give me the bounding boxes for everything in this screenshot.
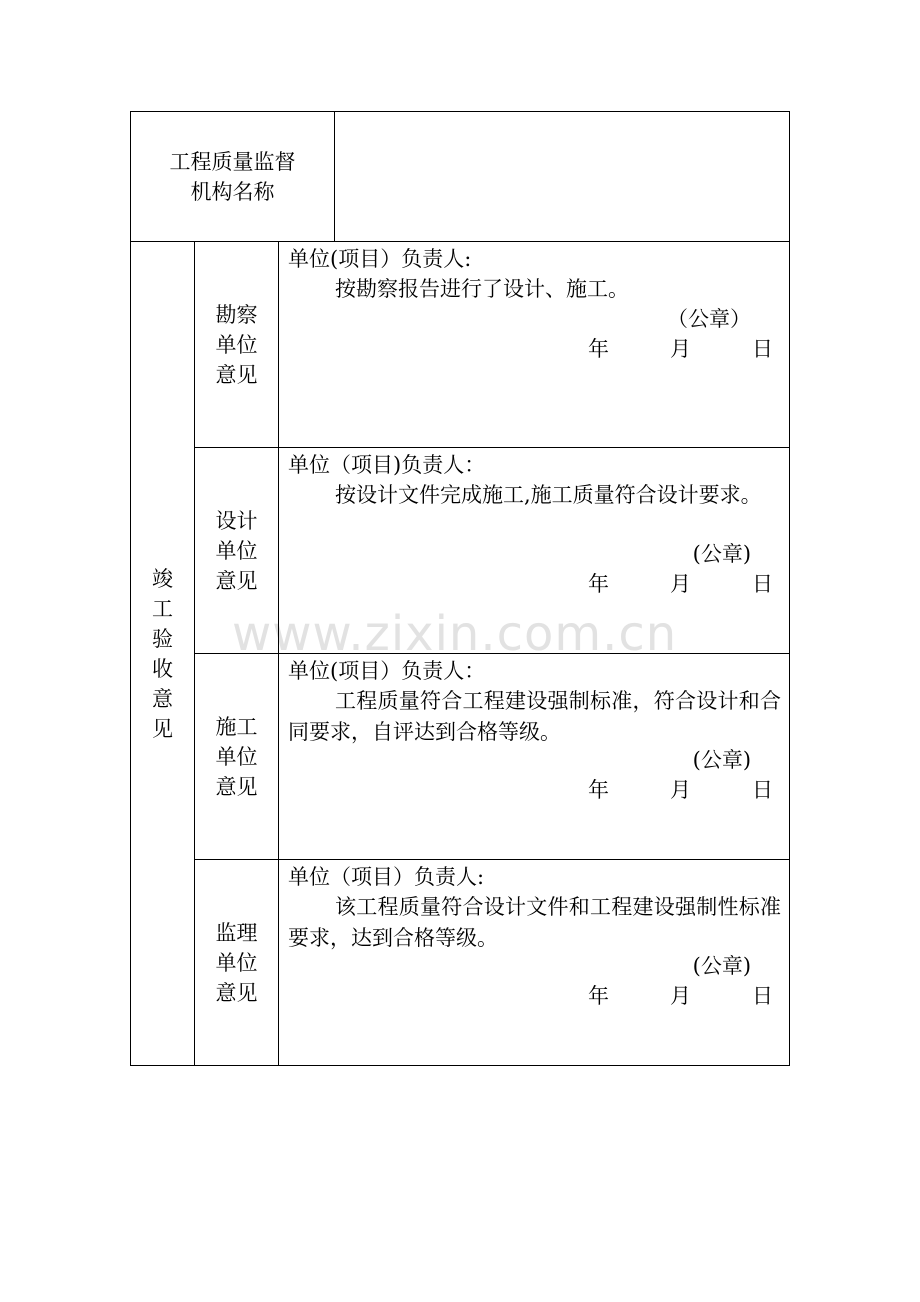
supervisor-date-month: 月 xyxy=(670,984,691,1008)
supervision-label-line1: 工程质量监督 xyxy=(169,149,296,174)
construction-responsible-label: 单位(项目）负责人： xyxy=(288,659,486,683)
construction-opinion-text: 工程质量符合工程建设强制标准，符合设计和合同要求，自评达到合格等级。 xyxy=(288,689,782,744)
construction-unit-label: 施工 单位 意见 xyxy=(195,654,279,860)
construction-row xyxy=(131,654,790,860)
watermark: www.zixin.com.cn xyxy=(232,606,678,662)
design-date-day: 日 xyxy=(752,572,773,596)
supervisor-responsible-label: 单位（项目）负责人: xyxy=(288,865,485,889)
survey-unit-label: 勘察 单位 意见 xyxy=(195,242,279,448)
supervisor-row xyxy=(131,860,790,1066)
construction-opinion-cell xyxy=(279,654,790,860)
supervisor-date-year: 年 xyxy=(588,984,609,1008)
design-responsible-label: 单位（项目)负责人： xyxy=(288,453,486,477)
survey-opinion-text: 按勘察报告进行了设计、施工。 xyxy=(335,277,629,301)
survey-date-year: 年 xyxy=(588,337,609,361)
supervisor-opinion-text: 该工程质量符合设计文件和工程建设强制性标准要求，达到合格等级。 xyxy=(288,895,782,950)
survey-seal: （公章） xyxy=(667,307,752,331)
survey-opinion-cell xyxy=(279,242,790,448)
acceptance-form-table xyxy=(130,111,790,1066)
design-opinion-text: 按设计文件完成施工,施工质量符合设计要求。 xyxy=(335,483,762,507)
construction-date-year: 年 xyxy=(588,778,609,802)
supervision-value-cell xyxy=(335,112,790,242)
supervision-label-cell xyxy=(131,112,335,242)
design-seal: (公章) xyxy=(692,542,752,566)
survey-responsible-label: 单位(项目）负责人: xyxy=(288,247,472,271)
supervisor-unit-label: 监理 单位 意见 xyxy=(195,860,279,1066)
design-opinion-cell xyxy=(279,448,790,654)
design-unit-label: 设计 单位 意见 xyxy=(195,448,279,654)
supervisor-date-day: 日 xyxy=(752,984,773,1008)
survey-date-month: 月 xyxy=(670,337,691,361)
construction-date-month: 月 xyxy=(670,778,691,802)
construction-date-day: 日 xyxy=(752,778,773,802)
supervision-label-line2: 机构名称 xyxy=(190,179,275,204)
design-date-month: 月 xyxy=(670,572,691,596)
design-date-year: 年 xyxy=(588,572,609,596)
supervisor-opinion-cell xyxy=(279,860,790,1066)
design-row xyxy=(131,448,790,654)
construction-seal: (公章) xyxy=(692,748,752,772)
survey-row xyxy=(131,242,790,448)
supervision-row xyxy=(131,112,790,242)
acceptance-label: 竣 工 验 收 意 见 xyxy=(131,242,195,1066)
supervisor-seal: (公章) xyxy=(692,954,752,978)
survey-date-day: 日 xyxy=(752,337,773,361)
